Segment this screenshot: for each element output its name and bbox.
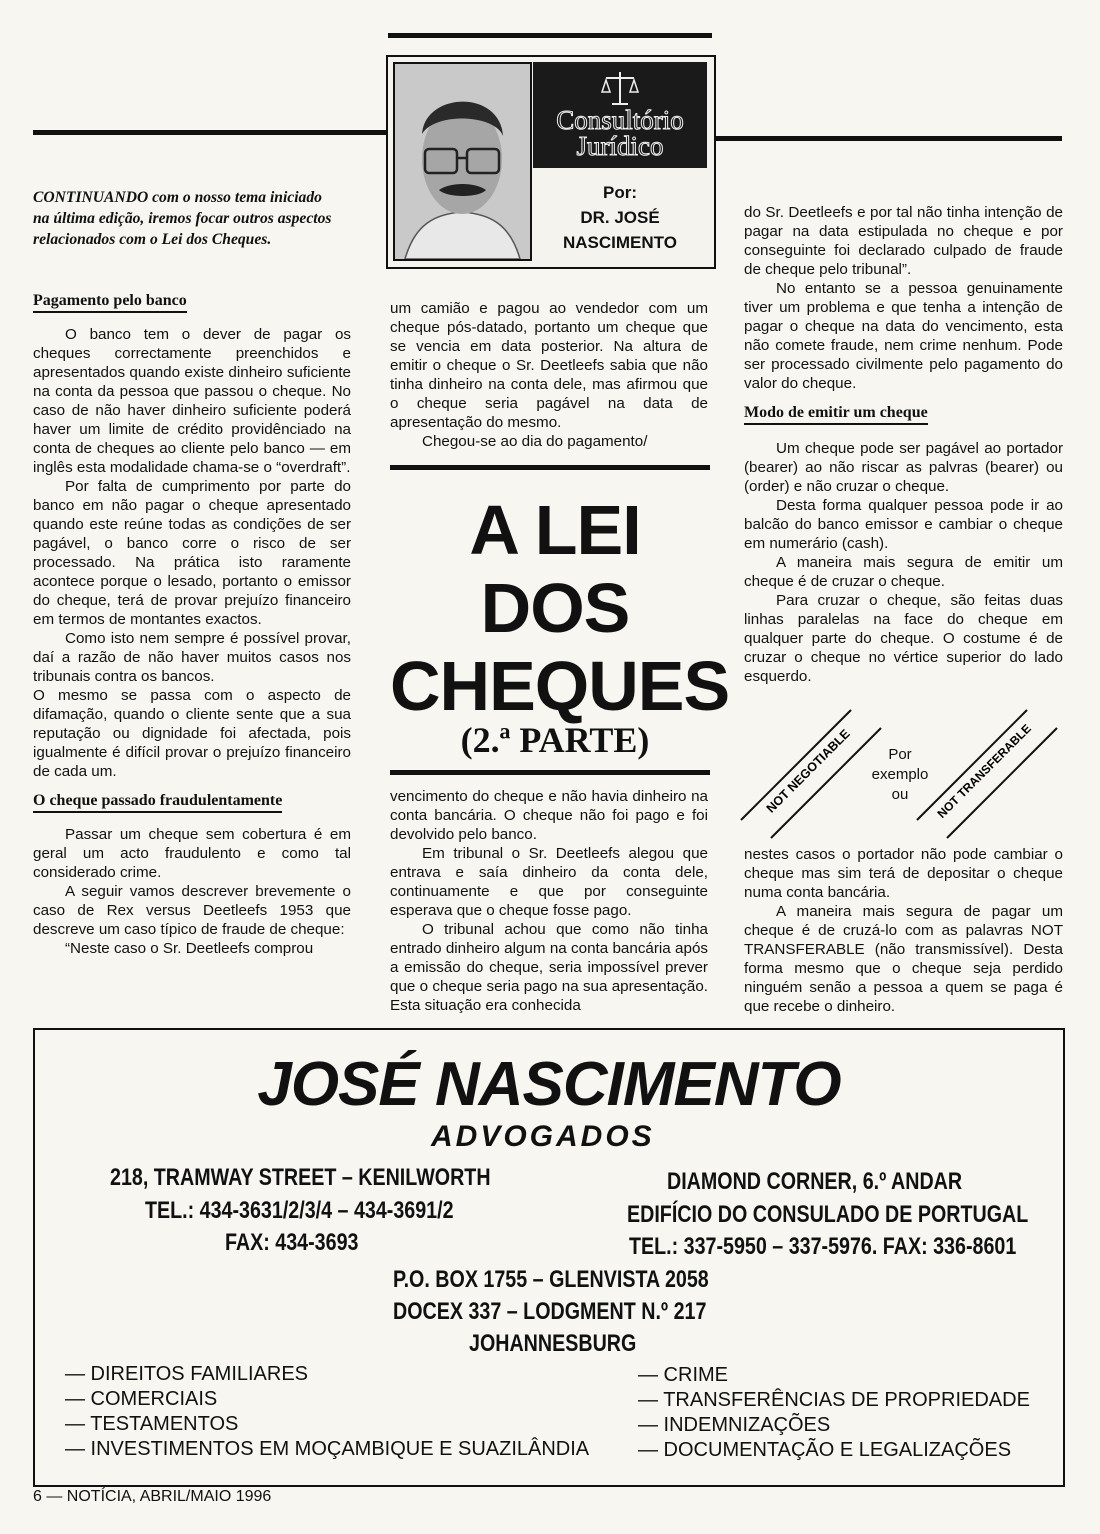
byline (533, 180, 707, 255)
po-box: P.O. BOX 1755 – GLENVISTA 2058 (393, 1266, 709, 1293)
paragraph: Um cheque pode ser pagável ao portador (bearer) ao não riscar as palvras (bearer) ou (order) e não cruzar o cheque. (744, 440, 1063, 495)
headline-rule-top (390, 465, 710, 470)
paragraph: vencimento do cheque e não havia dinheiro na conta bancária. O cheque não foi pago e foi devolvido pelo banco. (390, 788, 708, 843)
paragraph: Passar um cheque sem cobertura é em geral um acto fraudulento e como tal considerado crime. (33, 826, 351, 881)
byline-title: DR. JOSÉ (580, 208, 660, 227)
paragraph: O banco tem o dever de pagar os cheques correctamente preenchidos e apresentados quando existe dinheiro suficiente na conta da pessoa que passou o cheque. No caso de não haver dinheiro suficiente poderá haver um limite de crédito providênciado na conta de cheques ao cliente pelo banco — em inglês esta modalidade chama-se o “overdraft”. (33, 326, 351, 476)
paragraph: O tribunal achou que como não tinha entrado dinheiro algum na conta bancária após a emissão do cheque, seria impossível prever que o cheque seria pago na sua apresentação. Esta situação era conhecida (390, 921, 708, 1014)
paragraph: Chegou-se ao dia do pagamento/ (422, 433, 648, 450)
page-footer: 6 — NOTÍCIA, ABRIL/MAIO 1996 (33, 1488, 272, 1505)
left-column (33, 291, 351, 958)
headline-line3: CHEQUES (390, 647, 730, 725)
paragraph: Por falta de cumprimento por parte do banco em não pagar o cheque apresentado quando este reúne todas as condições de ser pagável, o banco corre o risco de ser processado. Na prática isto raramente acontece porque o lesado, portanto o emissor do cheque, terá de provar prejuízo financeiro em termos de montantes exactos. (33, 478, 351, 628)
logo-line2: Jurídico (576, 131, 664, 161)
box-top-rule (388, 33, 712, 38)
firm-profession: ADVOGADOS (431, 1120, 655, 1153)
cross2-text: NOT TRANSFERABLE (934, 721, 1034, 821)
crossing-not-transferable (912, 700, 1062, 840)
caption-line: exemplo (871, 766, 929, 783)
law-firm-advertisement (33, 1028, 1065, 1487)
headline-line2: DOS (480, 569, 630, 647)
caption-line: Por (888, 746, 912, 763)
docex: DOCEX 337 – LODGMENT N.º 217 (393, 1298, 707, 1325)
cross1-text: NOT NEGOTIABLE (763, 726, 853, 816)
paragraph: No entanto se a pessoa genuinamente tiver um problema e que tenha a intenção de pagar o cheque na data do vencimento, esta não comete fraude, nem crime nenhum. Pode ser processado civilmente pelo pagamento do valor do cheque. (744, 280, 1063, 392)
address-kenilworth: 218, TRAMWAY STREET – KENILWORTH (110, 1164, 491, 1191)
top-rule-left (33, 130, 388, 135)
right-column-top (744, 203, 1063, 686)
service-item: — TRANSFERÊNCIAS DE PROPRIEDADE (638, 1389, 1030, 1411)
byline-prefix: Por: (603, 183, 637, 202)
top-rule-right (712, 136, 1062, 141)
services-right (638, 1363, 1030, 1463)
paragraph: Para cruzar o cheque, são feitas duas linhas paralelas na face do cheque em qualquer parte do cheque. O costume é de cruzar o cheque no vértice superior do lado esquerdo. (744, 592, 1063, 685)
headline-line1: A LEI (469, 491, 641, 569)
subheading-fraudulento: O cheque passado fraudulentamente (33, 791, 282, 813)
headline-line4: (2.ª PARTE) (460, 720, 650, 760)
right-column-bottom (744, 845, 1063, 1016)
city: JOHANNESBURG (469, 1330, 637, 1357)
paragraph: Desta forma qualquer pessoa pode ir ao balcão do banco emissor e cambiar o cheque em numerário (cash). (744, 497, 1063, 552)
byline-name: NASCIMENTO (563, 233, 677, 252)
paragraph: A maneira mais segura de pagar um cheque é de cruzá-lo com as palavras NOT TRANSFERABLE (não transmissível). Desta forma mesmo que o cheque seja perdido ninguém senão a pessoa a quem se paga é que recebe o dinheiro. (744, 903, 1063, 1015)
firm-name: JOSÉ NASCIMENTO (257, 1050, 841, 1119)
author-photo (393, 62, 532, 261)
paragraph: “Neste caso o Sr. Deetleefs comprou (65, 940, 314, 957)
logo-line1: Consultório (556, 105, 684, 135)
service-item: — INDEMNIZAÇÕES (638, 1414, 831, 1436)
paragraph: nestes casos o portador não pode cambiar o cheque mas sim terá de depositar o cheque numa conta bancária. (744, 846, 1063, 901)
middle-column-top (390, 299, 708, 451)
subheading-modo: Modo de emitir um cheque (744, 403, 928, 425)
service-item: — CRIME (638, 1364, 728, 1386)
services-left (65, 1362, 589, 1462)
caption-line: ou (891, 786, 909, 803)
service-item: — COMERCIAIS (65, 1388, 218, 1410)
paragraph: do Sr. Deetleefs e por tal não tinha intenção de pagar na data estipulada no cheque e por conseguinte foi declarado culpado de fraude de cheque pelo tribunal”. (744, 204, 1063, 278)
service-item: — DIREITOS FAMILIARES (65, 1363, 309, 1385)
phone-diamond-corner: TEL.: 337-5950 – 337-5976. FAX: 336-8601 (629, 1233, 1017, 1260)
phone-kenilworth: TEL.: 434-3631/2/3/4 – 434-3691/2 (145, 1197, 454, 1224)
service-item: — INVESTIMENTOS EM MOÇAMBIQUE E SUAZILÂNDIA (65, 1438, 590, 1460)
paragraph: O mesmo se passa com o aspecto de difamação, quando o cliente sente que a sua reputação ou dignidade foi afectada, pois igualmente é difícil provar o prejuízo financeiro de cada um. (33, 687, 351, 780)
service-item: — TESTAMENTOS (65, 1413, 239, 1435)
paragraph: Como isto nem sempre é possível provar, daí a razão de não haver muitos casos nos tribunais contra os bancos. (33, 630, 351, 685)
paragraph: A seguir vamos descrever brevemente o caso de Rex versus Deetleefs 1953 que descreve um caso típico de fraude de cheque: (33, 883, 351, 938)
paragraph: A maneira mais segura de emitir um cheque é de cruzar o cheque. (744, 554, 1063, 590)
consultorio-logo (533, 62, 707, 168)
address-consulado: EDIFÍCIO DO CONSULADO DE PORTUGAL (627, 1201, 1029, 1228)
scales-of-justice-icon (600, 68, 640, 108)
service-item: — DOCUMENTAÇÃO E LEGALIZAÇÕES (638, 1439, 1012, 1461)
headline-rule-bottom (390, 770, 710, 775)
address-diamond-corner: DIAMOND CORNER, 6.º ANDAR (667, 1168, 963, 1195)
subheading-pagamento: Pagamento pelo banco (33, 291, 187, 313)
middle-column-bottom (390, 787, 708, 1015)
intro-text: CONTINUANDO com o nosso tema iniciado na última edição, iremos focar outros aspectos relacionados com o Lei dos Cheques. (33, 189, 332, 248)
paragraph: Em tribunal o Sr. Deetleefs alegou que entrava e saía dinheiro da conta dele, continuamente e que por conseguinte esperava que o cheque fosse pago. (390, 845, 708, 919)
fax-kenilworth: FAX: 434-3693 (225, 1229, 359, 1256)
paragraph: um camião e pagou ao vendedor com um cheque pós-datado, portanto um cheque que se vencia em data posterior. Na altura de emitir o cheque o Sr. Deetleefs sabia que não tinha dinheiro na conta dele, mas afirmou que o cheque seria pagável na data de apresentação do mesmo. (390, 300, 708, 431)
